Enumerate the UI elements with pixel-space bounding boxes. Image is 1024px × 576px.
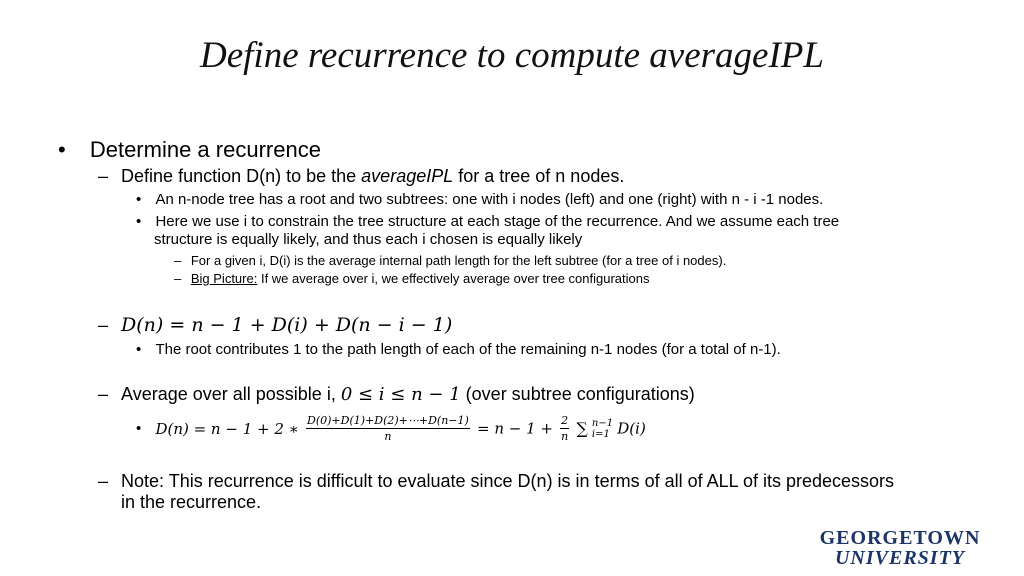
dash-marker: – bbox=[98, 315, 109, 335]
summation-upper: n−1 bbox=[591, 417, 614, 429]
bullet-text: Here we use i to constrain the tree structure at each stage of the recurrence. And we assume each tree bbox=[155, 213, 840, 230]
bullet-big-picture bbox=[174, 271, 649, 286]
fraction-numerator: 2 bbox=[561, 414, 569, 427]
bullet-marker: • bbox=[136, 191, 142, 208]
bullet-text: Determine a recurrence bbox=[89, 137, 321, 162]
formula-tail: D(i) bbox=[617, 419, 646, 438]
bullet-root-contributes bbox=[136, 341, 781, 358]
bullet-determine-recurrence bbox=[58, 137, 321, 163]
summation-symbol: ∑ bbox=[576, 419, 588, 438]
recurrence-equation: D(n) = n − 1 + D(i) + D(n − i − 1) bbox=[121, 314, 453, 336]
bullet-define-function bbox=[98, 166, 624, 187]
bullet-recurrence-formula bbox=[98, 314, 452, 336]
logo-line2: UNIVERSITY bbox=[834, 547, 966, 569]
bullet-averaged-formula bbox=[136, 414, 646, 443]
bullet-note bbox=[98, 471, 894, 492]
fraction-sum-over-n bbox=[306, 414, 470, 443]
dash-marker: – bbox=[98, 471, 109, 491]
bullet-text-emphasis: averageIPL bbox=[361, 166, 454, 186]
georgetown-logo bbox=[800, 528, 1000, 568]
big-picture-label: Big Picture: bbox=[190, 271, 258, 286]
fraction-two-over-n bbox=[560, 414, 569, 443]
summation-limits bbox=[592, 418, 613, 440]
bullet-text: If we average over i, we effectively average over tree configurations bbox=[257, 271, 650, 286]
bullet-text-prefix: Average over all possible i, bbox=[121, 384, 341, 404]
bullet-marker: • bbox=[136, 420, 142, 437]
fraction-denominator: n bbox=[384, 430, 392, 443]
dash-marker: – bbox=[98, 166, 109, 186]
formula-mid: = n − 1 + bbox=[476, 419, 553, 438]
bullet-text: An n-node tree has a root and two subtrees: one with i nodes (left) and one (right) with n - i -1 nodes. bbox=[155, 191, 824, 208]
bullet-given-i bbox=[174, 253, 726, 268]
bullet-note-cont: in the recurrence. bbox=[121, 492, 262, 512]
range-inequality: 0 ≤ i ≤ n − 1 bbox=[340, 384, 461, 405]
fraction-numerator: D(0)+D(1)+D(2)+⋯+D(n−1) bbox=[307, 414, 469, 427]
bullet-text-suffix: (over subtree configurations) bbox=[460, 384, 695, 404]
logo-line1: GEORGETOWN bbox=[819, 527, 981, 549]
dash-marker: – bbox=[174, 253, 182, 268]
bullet-text-suffix: for a tree of n nodes. bbox=[453, 166, 625, 186]
bullet-marker: • bbox=[136, 341, 142, 358]
formula-lhs: D(n) = n − 1 + 2 ∗ bbox=[155, 419, 299, 438]
bullet-constrain-structure bbox=[136, 213, 839, 230]
bullet-text: Note: This recurrence is difficult to evaluate since D(n) is in terms of all of ALL of its predecessors bbox=[121, 471, 895, 491]
bullet-marker: • bbox=[58, 137, 66, 162]
summation-lower: i=1 bbox=[591, 428, 610, 440]
fraction-denominator: n bbox=[561, 430, 569, 443]
bullet-average-over-i bbox=[98, 384, 695, 405]
bullet-marker: • bbox=[136, 213, 142, 230]
bullet-constrain-structure-cont: structure is equally likely, and thus each i chosen is equally likely bbox=[154, 231, 583, 248]
bullet-text-prefix: Define function D(n) to be the bbox=[121, 166, 362, 186]
dash-marker: – bbox=[174, 271, 182, 286]
bullet-text: The root contributes 1 to the path length of each of the remaining n-1 nodes (for a total of n-1). bbox=[155, 341, 781, 358]
bullet-n-node-tree bbox=[136, 191, 823, 208]
page-title: Define recurrence to compute averageIPL bbox=[200, 35, 824, 76]
bullet-text: For a given i, D(i) is the average internal path length for the left subtree (for a tree of i nodes). bbox=[190, 253, 727, 268]
dash-marker: – bbox=[98, 384, 109, 404]
